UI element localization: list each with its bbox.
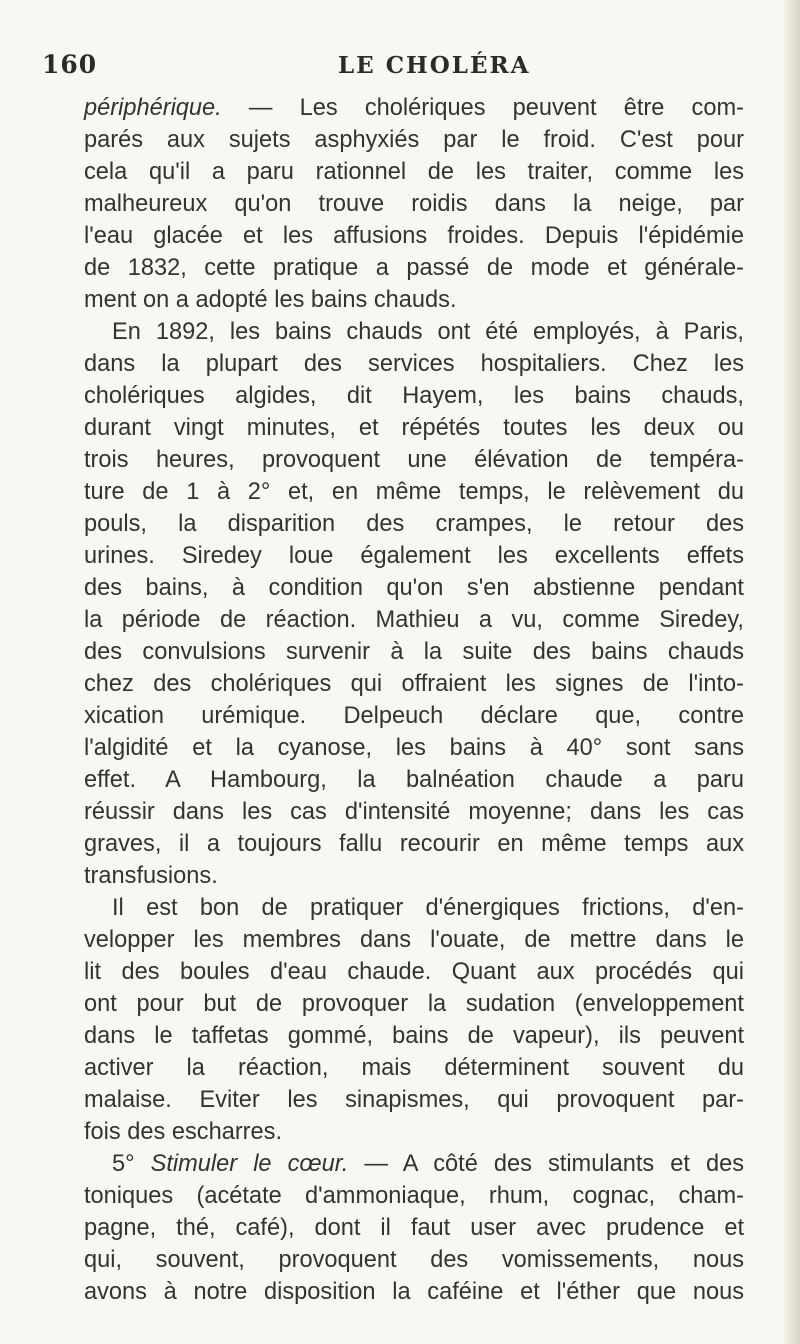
page-header xyxy=(0,50,800,90)
text-line xyxy=(84,476,744,508)
line-text: En 1892, les bains chauds ont été employés, à Paris, xyxy=(112,319,744,345)
running-title: LE CHOLÉRA xyxy=(338,52,531,79)
section-number: 5° xyxy=(112,1151,151,1177)
line-text: ment on a adopté les bains chauds. xyxy=(84,287,457,313)
line-text: des bains, à condition qu'on s'en abstienne pendant xyxy=(84,575,744,601)
line-text: cholériques algides, dit Hayem, les bains chauds, xyxy=(84,383,744,409)
text-line xyxy=(84,700,744,732)
text-line xyxy=(84,988,744,1020)
text-line xyxy=(84,1276,744,1308)
line-text: durant vingt minutes, et répétés toutes les deux ou xyxy=(84,415,744,441)
text-line xyxy=(84,316,744,348)
text-line xyxy=(84,860,744,892)
text-line xyxy=(84,1084,744,1116)
text-line xyxy=(84,156,744,188)
line-text: avons à notre disposition la caféine et l'éther que nous xyxy=(84,1279,744,1305)
text-line xyxy=(84,380,744,412)
line-text: malaise. Eviter les sinapismes, qui provoquent par- xyxy=(84,1087,744,1113)
text-line xyxy=(84,508,744,540)
line-text: urines. Siredey loue également les excellents effets xyxy=(84,543,744,569)
line-text: chez des cholériques qui offraient les signes de l'into- xyxy=(84,671,744,697)
text-line xyxy=(84,668,744,700)
text-line xyxy=(84,572,744,604)
line-text: effet. A Hambourg, la balnéation chaude a paru xyxy=(84,767,744,793)
text-line xyxy=(84,796,744,828)
line-text: ture de 1 à 2° et, en même temps, le relèvement du xyxy=(84,479,744,505)
text-line xyxy=(84,124,744,156)
page-number: 160 xyxy=(42,50,98,79)
text-line xyxy=(84,828,744,860)
line-text: qui, souvent, provoquent des vomissements, nous xyxy=(84,1247,744,1273)
line-text: ont pour but de provoquer la sudation (enveloppement xyxy=(84,991,744,1017)
text-line xyxy=(84,1020,744,1052)
line-text: des convulsions survenir à la suite des bains chauds xyxy=(84,639,744,665)
text-line xyxy=(84,1116,744,1148)
line-text: velopper les membres dans l'ouate, de mettre dans le xyxy=(84,927,744,953)
line-text: pouls, la disparition des crampes, le retour des xyxy=(84,511,744,537)
text-line xyxy=(84,284,744,316)
text-line xyxy=(84,412,744,444)
line-text: trois heures, provoquent une élévation de tempéra- xyxy=(84,447,744,473)
text-line xyxy=(84,540,744,572)
line-text: — A côté des stimulants et des xyxy=(348,1151,744,1177)
text-line xyxy=(84,1244,744,1276)
line-text: toniques (acétate d'ammoniaque, rhum, cognac, cham- xyxy=(84,1183,744,1209)
page-edge-shadow xyxy=(782,0,800,1344)
line-text: Il est bon de pratiquer d'énergiques frictions, d'en- xyxy=(112,895,744,921)
line-text: dans le taffetas gommé, bains de vapeur), ils peuvent xyxy=(84,1023,744,1049)
line-text: la période de réaction. Mathieu a vu, comme Siredey, xyxy=(84,607,744,633)
text-line xyxy=(84,220,744,252)
italic-heading: périphérique. xyxy=(84,95,222,121)
text-line xyxy=(84,892,744,924)
line-text: graves, il a toujours fallu recourir en même temps aux xyxy=(84,831,744,857)
line-text: xication urémique. Delpeuch déclare que, contre xyxy=(84,703,744,729)
line-text: activer la réaction, mais déterminent souvent du xyxy=(84,1055,744,1081)
line-text: lit des boules d'eau chaude. Quant aux procédés qui xyxy=(84,959,744,985)
line-text: l'algidité et la cyanose, les bains à 40° sont sans xyxy=(84,735,744,761)
text-line xyxy=(84,92,744,124)
text-line xyxy=(84,924,744,956)
text-line xyxy=(84,956,744,988)
text-line xyxy=(84,1212,744,1244)
line-text: cela qu'il a paru rationnel de les traiter, comme les xyxy=(84,159,744,185)
text-line xyxy=(84,188,744,220)
text-line xyxy=(84,732,744,764)
body-text xyxy=(84,92,744,1308)
text-line xyxy=(84,444,744,476)
line-text: pagne, thé, café), dont il faut user avec prudence et xyxy=(84,1215,744,1241)
text-line xyxy=(84,252,744,284)
line-text: fois des escharres. xyxy=(84,1119,283,1145)
text-line xyxy=(84,764,744,796)
text-line xyxy=(84,1052,744,1084)
text-line xyxy=(84,636,744,668)
text-line xyxy=(84,1180,744,1212)
line-text: de 1832, cette pratique a passé de mode et générale- xyxy=(84,255,744,281)
line-text: — Les cholériques peuvent être com- xyxy=(221,95,744,121)
line-text: transfusions. xyxy=(84,863,218,889)
italic-heading: Stimuler le cœur. xyxy=(150,1151,349,1177)
text-line xyxy=(84,604,744,636)
line-text: dans la plupart des services hospitaliers. Chez les xyxy=(84,351,744,377)
line-text: malheureux qu'on trouve roidis dans la neige, par xyxy=(84,191,744,217)
line-text: parés aux sujets asphyxiés par le froid. C'est pour xyxy=(84,127,744,153)
line-text: réussir dans les cas d'intensité moyenne; dans les cas xyxy=(84,799,744,825)
text-line xyxy=(84,348,744,380)
text-line xyxy=(84,1148,744,1180)
line-text: l'eau glacée et les affusions froides. Depuis l'épidémie xyxy=(84,223,744,249)
